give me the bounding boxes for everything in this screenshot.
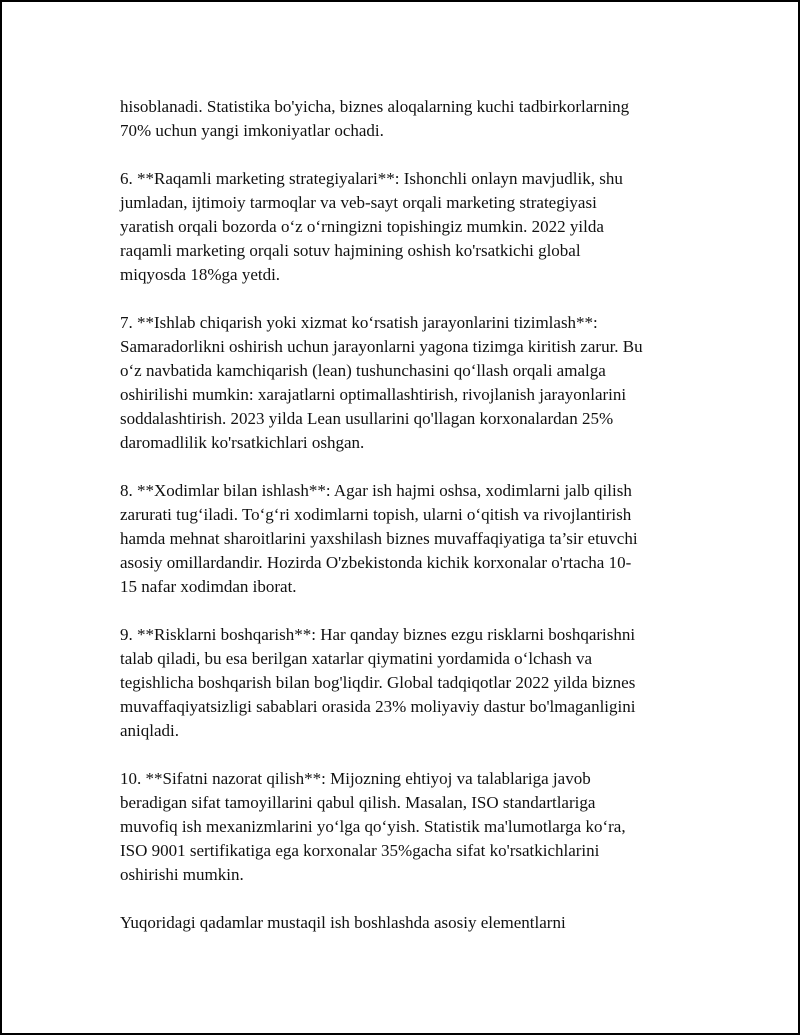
document-body: [120, 95, 690, 959]
paragraph-item-10-quality-control: [120, 767, 690, 887]
text-line: zarurati tug‘iladi. To‘g‘ri xodimlarni topish, ularni o‘qitish va rivojlantirish: [120, 505, 632, 524]
text-line: 7. **Ishlab chiqarish yoki xizmat ko‘rsatish jarayonlarini tizimlash**:: [120, 313, 598, 332]
text-line: muvaffaqiyatsizligi sabablari orasida 23% moliyaviy dastur bo'lmaganligini: [120, 697, 636, 716]
text-line: 70% uchun yangi imkoniyatlar ochadi.: [120, 121, 384, 140]
text-line: oshirilishi mumkin: xarajatlarni optimallashtirish, rivojlanish jarayonlarini: [120, 385, 627, 404]
text-line: asosiy omillardandir. Hozirda O'zbekistonda kichik korxonalar o'rtacha 10-: [120, 553, 632, 572]
text-line: Yuqoridagi qadamlar mustaqil ish boshlashda asosiy elementlarni: [120, 913, 566, 932]
text-line: ISO 9001 sertifikatiga ega korxonalar 35%gacha sifat ko'rsatkichlarini: [120, 841, 600, 860]
paragraph-item-6-digital-marketing: [120, 167, 690, 287]
text-line: raqamli marketing orqali sotuv hajmining oshish ko'rsatkichi global: [120, 241, 581, 260]
text-line: tegishlicha boshqarish bilan bog'liqdir. Global tadqiqotlar 2022 yilda biznes: [120, 673, 636, 692]
text-line: 8. **Xodimlar bilan ishlash**: Agar ish hajmi oshsa, xodimlarni jalb qilish: [120, 481, 632, 500]
text-line: o‘z navbatida kamchiqarish (lean) tushunchasini qo‘llash orqali amalga: [120, 361, 606, 380]
text-line: 10. **Sifatni nazorat qilish**: Mijozning ehtiyoj va talablariga javob: [120, 769, 591, 788]
text-line: soddalashtirish. 2023 yilda Lean usullarini qo'llagan korxonalardan 25%: [120, 409, 614, 428]
text-line: aniqladi.: [120, 721, 180, 740]
text-line: yaratish orqali bozorda o‘z o‘rningizni topishingiz mumkin. 2022 yilda: [120, 217, 604, 236]
paragraph-statistics-continuation: [120, 95, 690, 143]
paragraph-conclusion: [120, 911, 690, 935]
text-line: beradigan sifat tamoyillarini qabul qilish. Masalan, ISO standartlariga: [120, 793, 596, 812]
text-line: talab qiladi, bu esa berilgan xatarlar qiymatini yordamida o‘lchash va: [120, 649, 593, 668]
text-line: miqyosda 18%ga yetdi.: [120, 265, 281, 284]
text-line: hamda mehnat sharoitlarini yaxshilash biznes muvaffaqiyatiga ta’sir etuvchi: [120, 529, 638, 548]
text-line: muvofiq ish mexanizmlarini yo‘lga qo‘yish. Statistik ma'lumotlarga ko‘ra,: [120, 817, 626, 836]
text-line: hisoblanadi. Statistika bo'yicha, biznes aloqalarning kuchi tadbirkorlarning: [120, 97, 630, 116]
text-line: 9. **Risklarni boshqarish**: Har qanday biznes ezgu risklarni boshqarishni: [120, 625, 636, 644]
paragraph-item-9-risk-management: [120, 623, 690, 743]
paragraph-item-7-process-systematization: [120, 311, 690, 455]
text-line: jumladan, ijtimoiy tarmoqlar va veb-sayt orqali marketing strategiyasi: [120, 193, 597, 212]
text-line: 15 nafar xodimdan iborat.: [120, 577, 297, 596]
text-line: daromadlilik ko'rsatkichlari oshgan.: [120, 433, 365, 452]
text-line: Samaradorlikni oshirish uchun jarayonlarni yagona tizimga kiritish zarur. Bu: [120, 337, 643, 356]
text-line: oshirishi mumkin.: [120, 865, 244, 884]
text-line: 6. **Raqamli marketing strategiyalari**: Ishonchli onlayn mavjudlik, shu: [120, 169, 623, 188]
paragraph-item-8-staff: [120, 479, 690, 599]
